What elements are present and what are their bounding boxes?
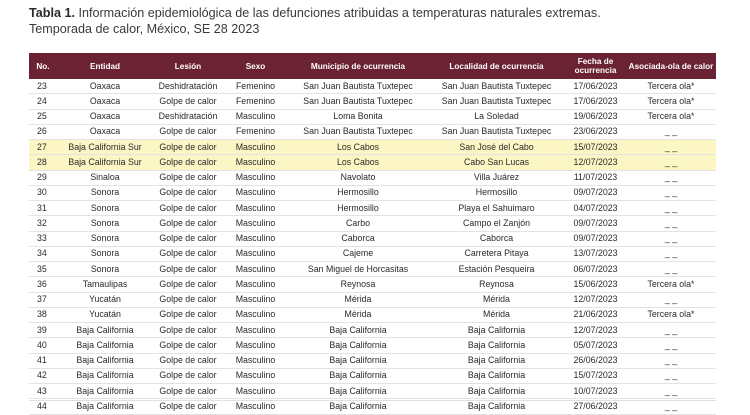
cell-sexo: Masculino (223, 384, 288, 399)
cell-fecha: 05/07/2023 (565, 338, 626, 353)
cell-localidad: Baja California (428, 323, 565, 338)
col-header-lesion: Lesión (153, 53, 223, 79)
cell-sexo: Masculino (223, 231, 288, 246)
cell-municipio: Mérida (288, 307, 428, 322)
cell-localidad: Caborca (428, 231, 565, 246)
cell-municipio: Carbo (288, 216, 428, 231)
cell-lesion: Golpe de calor (153, 155, 223, 170)
table-header-row (29, 53, 716, 79)
table-row (29, 292, 716, 307)
cell-sexo: Femenino (223, 79, 288, 94)
cell-sexo: Masculino (223, 185, 288, 200)
cell-lesion: Golpe de calor (153, 384, 223, 399)
cell-lesion: Golpe de calor (153, 338, 223, 353)
cell-localidad: Estación Pesqueira (428, 262, 565, 277)
cell-fecha: 26/06/2023 (565, 353, 626, 368)
cell-entidad: Oaxaca (57, 124, 153, 139)
cell-fecha: 15/07/2023 (565, 368, 626, 383)
cell-entidad: Oaxaca (57, 79, 153, 94)
cell-no: 39 (29, 323, 57, 338)
cell-entidad: Baja California Sur (57, 155, 153, 170)
cell-no: 35 (29, 262, 57, 277)
table-row (29, 368, 716, 383)
cell-ola: _ _ (626, 124, 716, 139)
cell-localidad: Baja California (428, 399, 565, 414)
cell-municipio: Baja California (288, 338, 428, 353)
cell-sexo: Femenino (223, 94, 288, 109)
cell-localidad: San José del Cabo (428, 140, 565, 155)
cell-entidad: Sonora (57, 185, 153, 200)
cell-fecha: 09/07/2023 (565, 231, 626, 246)
table-row (29, 170, 716, 185)
cell-municipio: San Juan Bautista Tuxtepec (288, 124, 428, 139)
cell-localidad: Mérida (428, 307, 565, 322)
table-row (29, 140, 716, 155)
cell-fecha: 06/07/2023 (565, 262, 626, 277)
cell-no: 33 (29, 231, 57, 246)
col-header-entidad: Entidad (57, 53, 153, 79)
cell-entidad: Yucatán (57, 292, 153, 307)
cell-municipio: Hermosillo (288, 201, 428, 216)
cell-entidad: Baja California (57, 384, 153, 399)
cell-entidad: Baja California Sur (57, 140, 153, 155)
cell-ola: Tercera ola* (626, 94, 716, 109)
cell-no: 40 (29, 338, 57, 353)
cell-fecha: 13/07/2023 (565, 246, 626, 261)
cell-no: 28 (29, 155, 57, 170)
cell-localidad: La Soledad (428, 109, 565, 124)
cell-entidad: Sonora (57, 201, 153, 216)
cell-lesion: Golpe de calor (153, 94, 223, 109)
table-row (29, 185, 716, 200)
cell-ola: Tercera ola* (626, 307, 716, 322)
table-row (29, 201, 716, 216)
cell-lesion: Golpe de calor (153, 185, 223, 200)
cell-sexo: Masculino (223, 109, 288, 124)
cell-localidad: Baja California (428, 353, 565, 368)
cell-municipio: Baja California (288, 323, 428, 338)
cell-sexo: Masculino (223, 307, 288, 322)
cell-ola: Tercera ola* (626, 277, 716, 292)
cell-entidad: Yucatán (57, 307, 153, 322)
table-row (29, 277, 716, 292)
cell-lesion: Deshidratación (153, 79, 223, 94)
cell-fecha: 15/07/2023 (565, 140, 626, 155)
cell-ola: _ _ (626, 170, 716, 185)
cell-lesion: Golpe de calor (153, 140, 223, 155)
col-header-sexo: Sexo (223, 53, 288, 79)
cell-fecha: 09/07/2023 (565, 216, 626, 231)
cell-entidad: Baja California (57, 353, 153, 368)
cell-municipio: Baja California (288, 399, 428, 414)
cell-sexo: Masculino (223, 368, 288, 383)
cell-no: 29 (29, 170, 57, 185)
cell-no: 37 (29, 292, 57, 307)
col-header-fecha: Fecha de ocurrencia (565, 53, 626, 79)
cell-sexo: Masculino (223, 262, 288, 277)
table-row (29, 323, 716, 338)
cell-ola: _ _ (626, 262, 716, 277)
table-row (29, 124, 716, 139)
cell-sexo: Masculino (223, 277, 288, 292)
cell-municipio: San Juan Bautista Tuxtepec (288, 94, 428, 109)
cell-sexo: Masculino (223, 201, 288, 216)
cell-municipio: Baja California (288, 353, 428, 368)
cell-localidad: Cabo San Lucas (428, 155, 565, 170)
table-row (29, 94, 716, 109)
cell-entidad: Baja California (57, 399, 153, 414)
table-row (29, 216, 716, 231)
cell-entidad: Baja California (57, 323, 153, 338)
caption-text: Información epidemiológica de las defunciones atribuidas a temperaturas naturales extremas. (78, 6, 601, 20)
cell-ola: Tercera ola* (626, 79, 716, 94)
cell-ola: _ _ (626, 292, 716, 307)
cell-municipio: Los Cabos (288, 155, 428, 170)
cell-municipio: San Juan Bautista Tuxtepec (288, 79, 428, 94)
cell-municipio: Caborca (288, 231, 428, 246)
cell-localidad: San Juan Bautista Tuxtepec (428, 94, 565, 109)
cell-localidad: San Juan Bautista Tuxtepec (428, 124, 565, 139)
cell-no: 30 (29, 185, 57, 200)
col-header-no: No. (29, 53, 57, 79)
cell-ola: _ _ (626, 246, 716, 261)
caption-label: Tabla 1. (29, 6, 75, 20)
cell-sexo: Masculino (223, 155, 288, 170)
cell-lesion: Golpe de calor (153, 170, 223, 185)
cell-entidad: Sonora (57, 262, 153, 277)
cell-entidad: Oaxaca (57, 109, 153, 124)
table-row (29, 109, 716, 124)
cell-localidad: Baja California (428, 368, 565, 383)
cell-sexo: Masculino (223, 399, 288, 414)
cell-ola: Tercera ola* (626, 109, 716, 124)
cell-ola: _ _ (626, 231, 716, 246)
cell-sexo: Masculino (223, 216, 288, 231)
table-row (29, 353, 716, 368)
cell-localidad: Mérida (428, 292, 565, 307)
cell-fecha: 19/06/2023 (565, 109, 626, 124)
cell-entidad: Sonora (57, 246, 153, 261)
col-header-municipio: Municipio de ocurrencia (288, 53, 428, 79)
cell-no: 43 (29, 384, 57, 399)
cell-no: 24 (29, 94, 57, 109)
cell-lesion: Golpe de calor (153, 292, 223, 307)
cell-ola: _ _ (626, 338, 716, 353)
cell-municipio: Cajeme (288, 246, 428, 261)
cell-localidad: Carretera Pitaya (428, 246, 565, 261)
cell-ola: _ _ (626, 368, 716, 383)
cell-no: 32 (29, 216, 57, 231)
cell-entidad: Baja California (57, 338, 153, 353)
cell-no: 36 (29, 277, 57, 292)
cell-no: 25 (29, 109, 57, 124)
table-row (29, 246, 716, 261)
cell-lesion: Golpe de calor (153, 277, 223, 292)
table-row (29, 79, 716, 94)
cell-entidad: Oaxaca (57, 94, 153, 109)
cell-no: 31 (29, 201, 57, 216)
cell-sexo: Masculino (223, 170, 288, 185)
cell-no: 38 (29, 307, 57, 322)
cell-municipio: Los Cabos (288, 140, 428, 155)
cell-entidad: Sinaloa (57, 170, 153, 185)
cell-municipio: Loma Bonita (288, 109, 428, 124)
cell-municipio: San Miguel de Horcasitas (288, 262, 428, 277)
cell-fecha: 23/06/2023 (565, 124, 626, 139)
col-header-localidad: Localidad de ocurrencia (428, 53, 565, 79)
cell-sexo: Masculino (223, 338, 288, 353)
table-body (29, 79, 716, 414)
cell-ola: _ _ (626, 399, 716, 414)
cell-fecha: 04/07/2023 (565, 201, 626, 216)
cell-localidad: Villa Juárez (428, 170, 565, 185)
cell-no: 34 (29, 246, 57, 261)
cell-lesion: Golpe de calor (153, 124, 223, 139)
cell-fecha: 17/06/2023 (565, 79, 626, 94)
table-row (29, 155, 716, 170)
cell-lesion: Deshidratación (153, 109, 223, 124)
table-caption (29, 5, 729, 37)
col-header-ola: Asociada-ola de calor (626, 53, 716, 79)
cell-ola: _ _ (626, 155, 716, 170)
cell-lesion: Golpe de calor (153, 246, 223, 261)
cell-lesion: Golpe de calor (153, 262, 223, 277)
cell-sexo: Masculino (223, 246, 288, 261)
cell-lesion: Golpe de calor (153, 353, 223, 368)
table-row (29, 384, 716, 399)
cell-sexo: Masculino (223, 323, 288, 338)
cell-localidad: Hermosillo (428, 185, 565, 200)
cell-fecha: 11/07/2023 (565, 170, 626, 185)
cell-localidad: Baja California (428, 338, 565, 353)
cell-municipio: Baja California (288, 384, 428, 399)
cell-sexo: Femenino (223, 124, 288, 139)
cell-ola: _ _ (626, 353, 716, 368)
table-row (29, 399, 716, 414)
cell-fecha: 12/07/2023 (565, 155, 626, 170)
cell-localidad: Baja California (428, 384, 565, 399)
cell-localidad: Campo el Zanjón (428, 216, 565, 231)
cell-sexo: Masculino (223, 353, 288, 368)
cell-lesion: Golpe de calor (153, 399, 223, 414)
cell-ola: _ _ (626, 185, 716, 200)
cell-fecha: 12/07/2023 (565, 323, 626, 338)
table-row (29, 338, 716, 353)
cell-sexo: Masculino (223, 292, 288, 307)
cell-lesion: Golpe de calor (153, 201, 223, 216)
cell-lesion: Golpe de calor (153, 307, 223, 322)
caption-line2: Temporada de calor, México, SE 28 2023 (29, 22, 260, 36)
cell-lesion: Golpe de calor (153, 368, 223, 383)
cell-fecha: 10/07/2023 (565, 384, 626, 399)
cell-fecha: 21/06/2023 (565, 307, 626, 322)
cell-municipio: Mérida (288, 292, 428, 307)
cell-municipio: Navolato (288, 170, 428, 185)
cell-lesion: Golpe de calor (153, 231, 223, 246)
cell-fecha: 12/07/2023 (565, 292, 626, 307)
cell-entidad: Sonora (57, 231, 153, 246)
cell-fecha: 09/07/2023 (565, 185, 626, 200)
cell-fecha: 15/06/2023 (565, 277, 626, 292)
deaths-table (29, 53, 716, 415)
cell-localidad: Playa el Sahuimaro (428, 201, 565, 216)
table-row (29, 262, 716, 277)
cell-no: 26 (29, 124, 57, 139)
cell-no: 23 (29, 79, 57, 94)
cell-municipio: Hermosillo (288, 185, 428, 200)
cell-ola: _ _ (626, 216, 716, 231)
cell-entidad: Baja California (57, 368, 153, 383)
cell-no: 27 (29, 140, 57, 155)
bottom-divider (29, 400, 716, 401)
cell-entidad: Tamaulipas (57, 277, 153, 292)
cell-localidad: San Juan Bautista Tuxtepec (428, 79, 565, 94)
cell-no: 44 (29, 399, 57, 414)
cell-ola: _ _ (626, 201, 716, 216)
cell-entidad: Sonora (57, 216, 153, 231)
cell-fecha: 27/06/2023 (565, 399, 626, 414)
table-row (29, 231, 716, 246)
cell-localidad: Reynosa (428, 277, 565, 292)
cell-municipio: Baja California (288, 368, 428, 383)
cell-sexo: Masculino (223, 140, 288, 155)
table-row (29, 307, 716, 322)
cell-no: 42 (29, 368, 57, 383)
cell-ola: _ _ (626, 140, 716, 155)
cell-lesion: Golpe de calor (153, 216, 223, 231)
cell-municipio: Reynosa (288, 277, 428, 292)
cell-ola: _ _ (626, 384, 716, 399)
cell-lesion: Golpe de calor (153, 323, 223, 338)
cell-no: 41 (29, 353, 57, 368)
cell-ola: _ _ (626, 323, 716, 338)
cell-fecha: 17/06/2023 (565, 94, 626, 109)
